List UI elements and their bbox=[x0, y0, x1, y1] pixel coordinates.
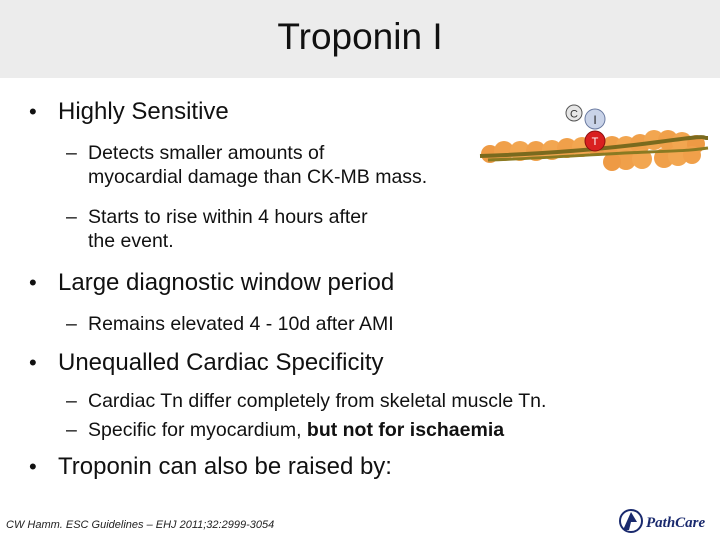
citation-footer: CW Hamm. ESC Guidelines – EHJ 2011;32:2999-3054 bbox=[6, 519, 275, 531]
troponin-t-label: T bbox=[591, 136, 599, 148]
sub-text-line1: Remains elevated 4 - 10d after AMI bbox=[88, 313, 394, 335]
sub-text-line2: the event. bbox=[88, 230, 174, 252]
bullet-text: Troponin can also be raised by: bbox=[58, 453, 392, 480]
bullet-dot: • bbox=[29, 270, 37, 295]
bullet-highly-sensitive bbox=[29, 97, 229, 127]
sub-text-bold: but not for ischaemia bbox=[306, 419, 505, 441]
sub-bullet-specific bbox=[66, 418, 504, 442]
bullet-text: Large diagnostic window period bbox=[58, 269, 395, 296]
troponin-complex-diagram bbox=[478, 104, 710, 186]
sub-bullet-elevated bbox=[66, 312, 394, 336]
bullet-dot: • bbox=[29, 350, 37, 375]
sub-text-line1: Detects smaller amounts of bbox=[88, 142, 325, 164]
bullet-dot: • bbox=[29, 454, 37, 479]
bullet-dot: • bbox=[29, 99, 37, 124]
sub-text-line1: Starts to rise within 4 hours after bbox=[88, 206, 368, 228]
sub-text-line2: myocardial damage than CK-MB mass. bbox=[88, 166, 428, 188]
sub-text-line1: Cardiac Tn differ completely from skeletal muscle Tn. bbox=[88, 390, 547, 412]
logo-text: PathCare bbox=[646, 515, 706, 531]
troponin-c-label: C bbox=[570, 108, 578, 121]
sub-dash: – bbox=[66, 206, 77, 228]
sub-dash: – bbox=[66, 313, 77, 335]
sub-dash: – bbox=[66, 390, 77, 412]
sub-dash: – bbox=[66, 142, 77, 164]
pathcare-logo bbox=[618, 506, 714, 536]
bullet-text: Highly Sensitive bbox=[58, 98, 229, 125]
sub-dash: – bbox=[66, 419, 77, 441]
bullet-raised-by bbox=[29, 452, 392, 482]
sub-bullet-detects bbox=[66, 141, 427, 189]
slide-title: Troponin I bbox=[277, 16, 443, 57]
sub-text-line1: Specific for myocardium, bbox=[88, 419, 307, 441]
bullet-cardiac-specificity bbox=[29, 348, 384, 378]
sub-bullet-cardiac-tn bbox=[66, 389, 546, 413]
sub-bullet-starts bbox=[66, 205, 368, 253]
troponin-i-label: I bbox=[593, 113, 597, 127]
bullet-text: Unequalled Cardiac Specificity bbox=[58, 349, 384, 376]
bullet-diagnostic-window bbox=[29, 268, 394, 298]
